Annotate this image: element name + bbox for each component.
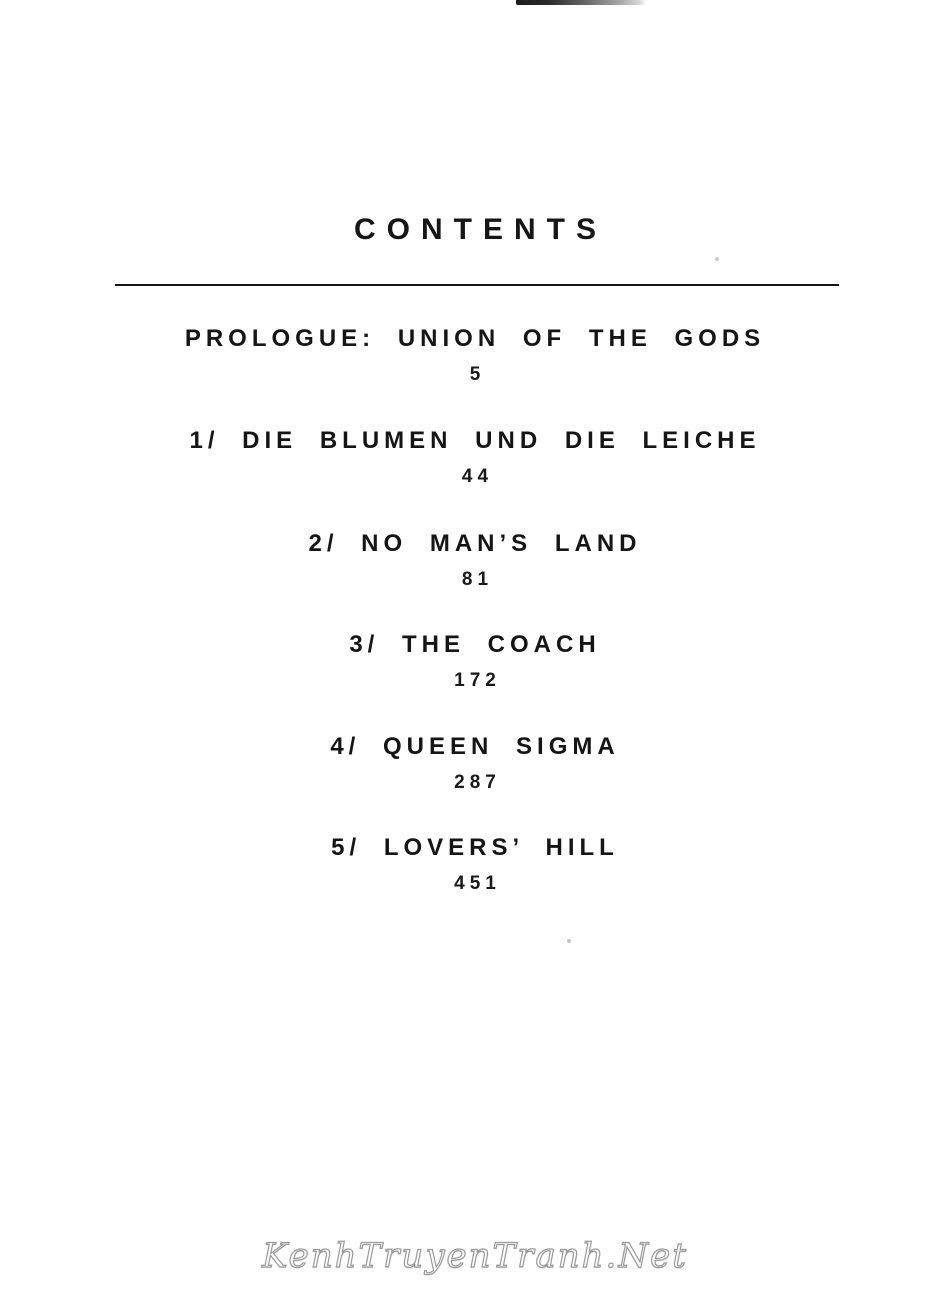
page-number: 287 xyxy=(454,772,501,793)
scan-speck xyxy=(715,257,719,261)
toc-entry xyxy=(0,835,950,893)
chapter-title: PROLOGUE: UNION OF THE GODS xyxy=(184,325,766,352)
chapter-title: 1/ DIE BLUMEN UND DIE LEICHE xyxy=(189,427,761,454)
page-number: 451 xyxy=(454,873,501,894)
watermark-text: KenhTruyenTranh.Net xyxy=(262,1236,688,1276)
divider-rule xyxy=(115,284,839,286)
page-number: 172 xyxy=(454,670,501,691)
page-number: 44 xyxy=(461,466,494,487)
page-title: CONTENTS xyxy=(354,213,607,246)
toc-entry xyxy=(0,531,950,589)
page-number: 5 xyxy=(469,364,486,385)
page-number: 81 xyxy=(461,569,494,590)
scan-speck xyxy=(567,939,571,943)
toc-entry xyxy=(0,326,950,384)
toc-entry xyxy=(0,632,950,690)
chapter-title: 5/ LOVERS’ HILL xyxy=(331,834,619,861)
toc-entry xyxy=(0,428,950,486)
chapter-title: 3/ THE COACH xyxy=(349,631,601,658)
chapter-title: 4/ QUEEN SIGMA xyxy=(330,733,620,760)
scan-artifact-bar xyxy=(516,0,646,5)
chapter-title: 2/ NO MAN’S LAND xyxy=(308,530,642,557)
toc-entry xyxy=(0,734,950,792)
